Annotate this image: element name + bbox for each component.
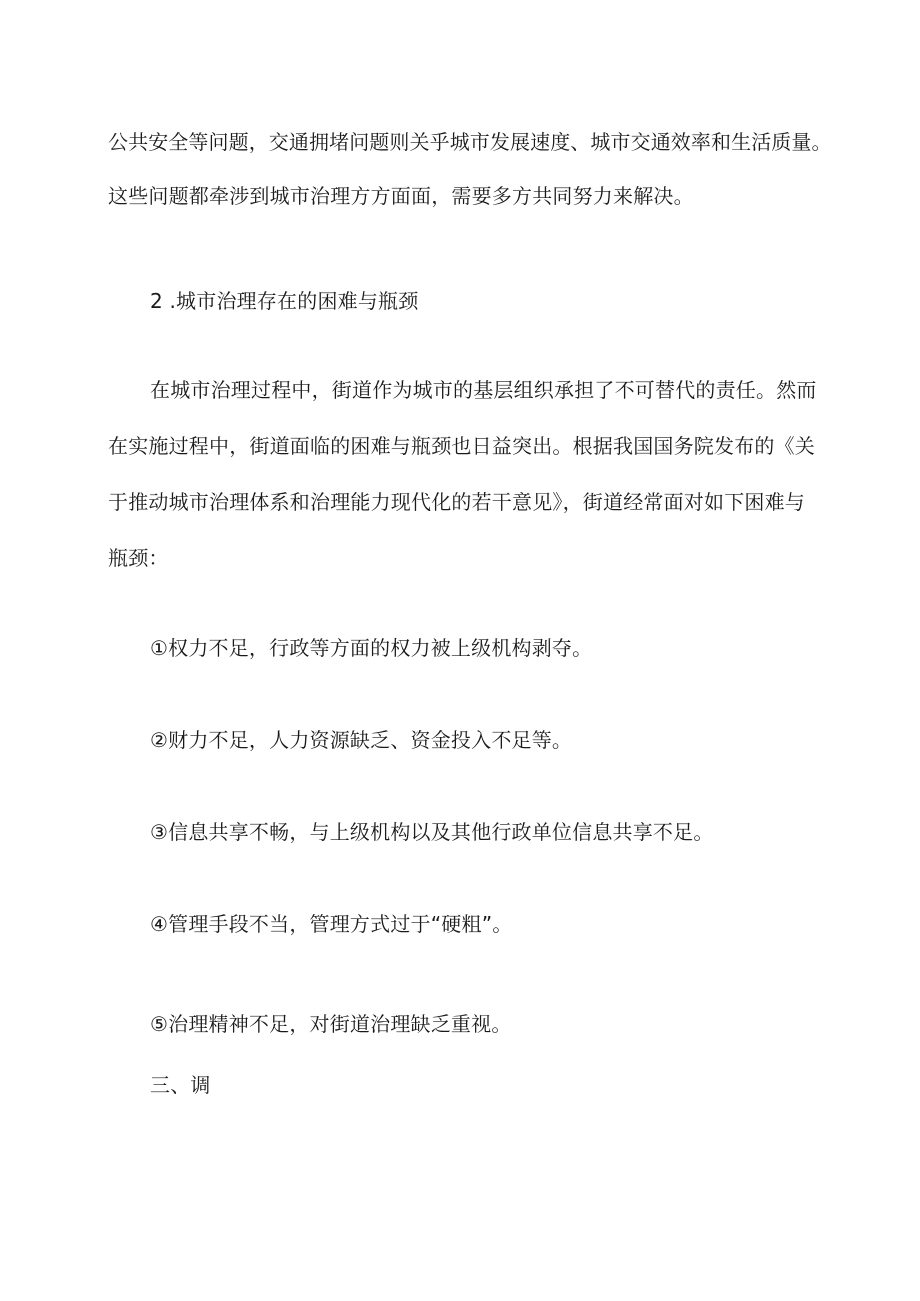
list-item: ⑤治理精神不足，对街道治理缺乏重视。 xyxy=(150,1012,512,1036)
list-item: ②财力不足，人力资源缺乏、资金投入不足等。 xyxy=(150,728,573,752)
list-item: ④管理手段不当，管理方式过于“硬粗”。 xyxy=(150,912,513,936)
paragraph-line-2: 在实施过程中，街道面临的困难与瓶颈也日益突出。根据我国国务院发布的《关 xyxy=(108,434,815,458)
intro-line-1: 公共安全等问题，交通拥堵问题则关乎城市发展速度、城市交通效率和生活质量。 xyxy=(108,130,832,154)
paragraph-line-1: 在城市治理过程中，街道作为城市的基层组织承担了不可替代的责任。然而 xyxy=(150,378,817,402)
next-section-heading: 三、调 xyxy=(150,1073,211,1097)
list-item: ①权力不足，行政等方面的权力被上级机构剥夺。 xyxy=(150,636,593,660)
intro-line-2: 这些问题都牵涉到城市治理方方面面，需要多方共同努力来解决。 xyxy=(108,184,694,208)
list-item: ③信息共享不畅，与上级机构以及其他行政单位信息共享不足。 xyxy=(150,820,714,844)
paragraph-line-4: 瓶颈： xyxy=(108,546,169,570)
paragraph-line-3: 于推动城市治理体系和治理能力现代化的若干意见》，街道经常面对如下困难与 xyxy=(108,490,805,514)
section-heading: 2 .城市治理存在的困难与瓶颈 xyxy=(150,289,419,313)
